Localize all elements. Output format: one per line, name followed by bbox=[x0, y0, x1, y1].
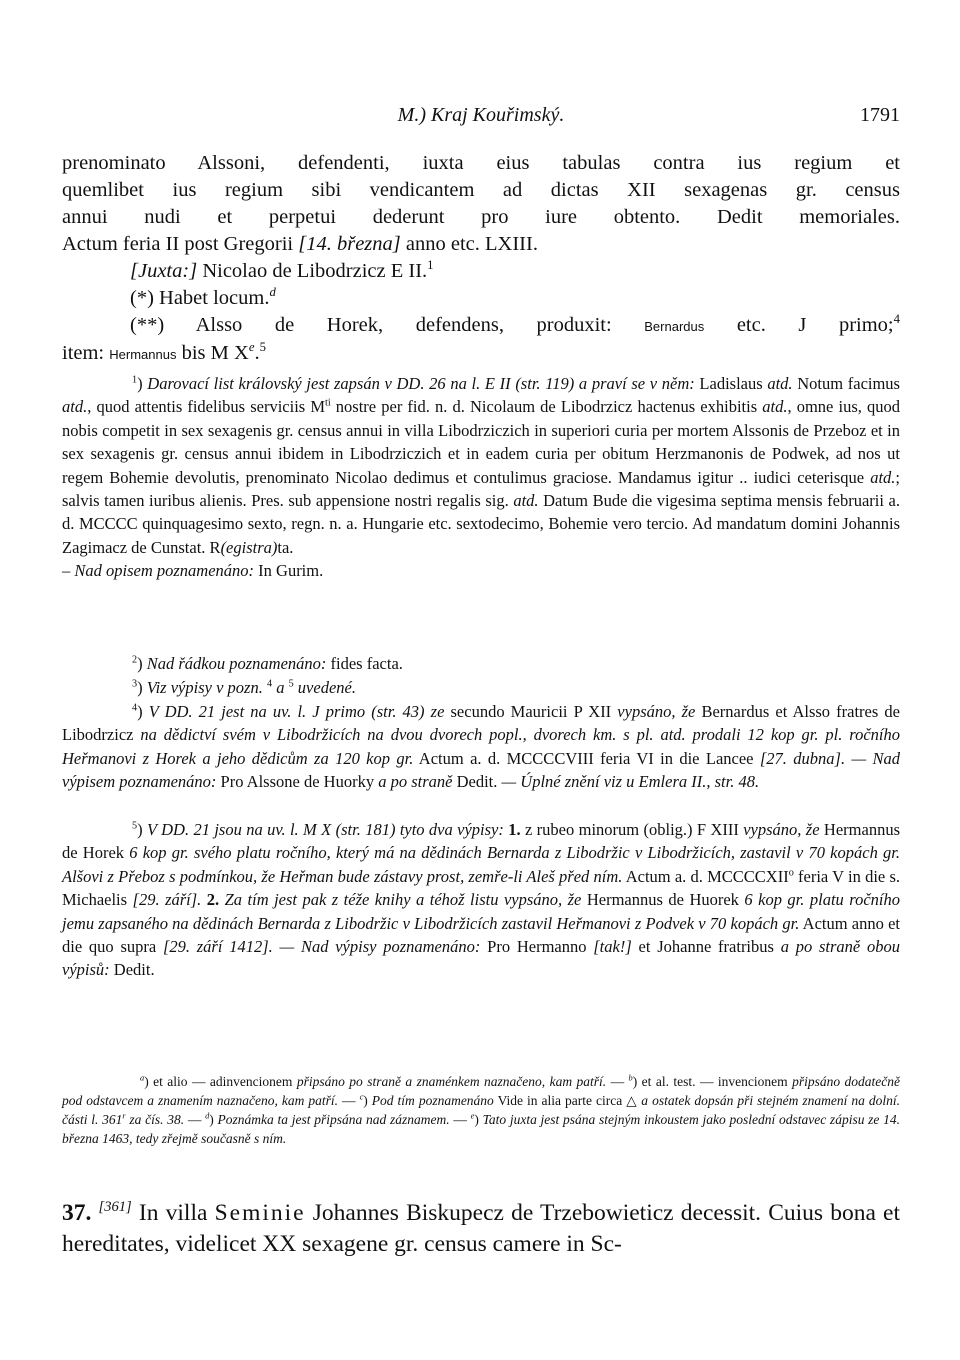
footnote-4: $^4$) V DD. 21 jest na uv. l. J primo (str. 43) ze secundo Mauricii P XII vypsáno, že Bernardus et Alsso fratres de Libodrzicz na dědictví svém v Libodržicích na dvou dvorech popl., dvorech km. s pl. atd. prodali 12 kop gr. pl. ročního Heřmanovi z Horek a jeho dědicům za 120 kop gr. Actum a. d. MCCCCVIII feria VI in die Lancee [27. dubna]. — Nad výpisem poznamenáno: Pro Alssone de Huorky a po straně Dedit. — Úplné znění viz u Emlera II., str. 48. bbox=[62, 702, 900, 792]
footnote-1: $^1$) Darovací list královský jest zapsán v DD. 26 na l. E II (str. 119) a praví se v něm: Ladislaus atd. Notum facimus atd., quod attentis fidelibus serviciis $M^{ti}$ nostre per fid. n. d. Nicolaum de Libodrzicz hactenus exhibitis atd., omne ius, quod nobis competit in sex sexagenis gr. census annui in villa Libodrziczich in superiori curia per mortem Alssonis de Przeboz et in sex sexagenis gr. census annui ibidem in Libodrziczich et in eadem curia per obitum Herzmanonis de Podwek, ad nos ut regem Bohemie devolutis, prenominato Nicolao dedimus et contulimus graciose. Mandamus igitur .. iudici ceterisque atd.; salvis tamen iuribus alienis. Pres. sub appensione nostri regalis sig. atd. Datum Bude die vigesima septima mensis februarii a. d. MCCCC quinquagesimo sexto, regn. n. a. Hungarie etc. sextodecimo, Bohemie vero tercio. Ad mandatum domini Johannis Zagimacz de Cunstat. R(egistra)ta. – Nad opisem poznamenáno: In Gurim. bbox=[62, 374, 900, 581]
critical-apparatus: $^a$) et alio — adinvencionem připsáno po straně a znaménkem naznačeno, kam patří. — $^b$) et al. test. — invencionem připsáno dodatečně pod odstavcem a znamením naznačeno, kam patří. — $^c$) Pod tím poznamenáno Vide in alia parte circa △ a ostatek dopsán při stejném znamení na dolní. části l. 361$^r$ za čís. 38. — $^d$) Poznámka ta jest připsána nad záznamem. — $^e$) Tato juxta jest psána stejným inkoustem jako poslední odstavec zápisu ze 14. března 1463, tedy zřejmě současně s ním. bbox=[62, 1073, 901, 1146]
entry-36-text bbox=[62, 150, 900, 368]
triangle-sign-icon: △ bbox=[626, 1093, 638, 1108]
footnote-marker: 1 bbox=[132, 374, 138, 386]
page-number: 1791 bbox=[860, 104, 900, 126]
habet-line: (*) Habet locum.$^d$ bbox=[130, 285, 276, 309]
entry-37: 37. [361] In villa Seminie Johannes Biskupecz de Trzebowieticz decessit. Cuius bona et hereditates, videlicet XX sexagene gr. census camere in Sc- bbox=[62, 1199, 901, 1257]
text-line: annui nudi et perpetui dederunt pro iure obtento. Dedit memoriales. bbox=[62, 206, 900, 228]
footnote-2: $^2$) Nad řádkou poznamenáno: fides facta. bbox=[132, 654, 403, 673]
text-line: Actum feria II post Gregorii [14. března] anno etc. LXIII. bbox=[62, 233, 538, 255]
footnote-5: $^5$) V DD. 21 jsou na uv. l. M X (str. 181) tyto dva výpisy: 1. z rubeo minorum (oblig.) F XIII vypsáno, že Hermannus de Horek 6 kop gr. svého platu ročního, který má na dědinách Bernarda z Libodržic v Libodržicích, zastavil v 70 kopách gr. Alšovi z Přeboz s podmínkou, že Heřman bude zástavy prost, zemře-li Aleš před ním. Actum a. d. MCCCCXII$^o$ feria V in die s. Michaelis [29. září]. 2. Za tím jest pak z téže knihy a téhož listu vypsáno, že Hermannus de Huorek 6 kop gr. platu ročního jemu zapsaného na dědinách Bernarda z Libodržic v Libodržicích zastavil Heřmanovi z Podvek v 70 kopách gr. Actum anno et die quo supra [29. září 1412]. — Nad výpisy poznamenáno: Pro Hermanno [tak!] et Johanne fratribus a po straně obou výpisů: Dedit. bbox=[62, 820, 901, 980]
footnote-3: $^3$) Viz výpisy v pozn. $^4$ a $^5$ uvedené. bbox=[132, 678, 356, 697]
alsso-line: (**) Alsso de Horek, defendens, produxit: Bernardus etc. J primo;$^4$ bbox=[130, 312, 900, 336]
entry-number: 37. bbox=[62, 1200, 92, 1226]
running-title: M.) Kraj Kouřimský. bbox=[397, 104, 565, 126]
text-line: prenominato Alssoni, defendenti, iuxta eius tabulas contra ius regium et bbox=[62, 152, 900, 174]
text-line: quemlibet ius regium sibi vendicantem ad dictas XII sexagenas gr. census bbox=[62, 179, 900, 201]
page-header bbox=[62, 104, 900, 130]
juxta-line: [Juxta:] Nicolao de Libodrzicz E II.$^1$ bbox=[130, 258, 434, 282]
item-line: item: Hermannus bis M Xe.$^5$ bbox=[62, 340, 266, 364]
